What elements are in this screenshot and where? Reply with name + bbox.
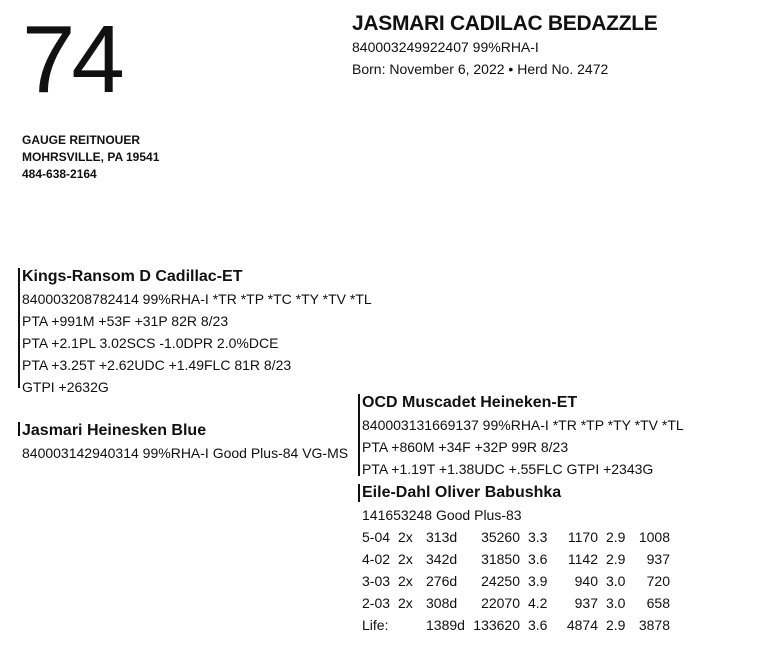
consignor-location: MOHRSVILLE, PA 19541 [22, 150, 160, 164]
consignor-block [22, 132, 159, 183]
dam-block [22, 420, 348, 464]
dam-sire-name: OCD Muscadet Heineken-ET [362, 394, 578, 411]
record-milk: 133620 [473, 617, 520, 633]
record-fat-pct: 3.9 [528, 573, 548, 589]
sire-line: PTA +2.1PL 3.02SCS -1.0DPR 2.0%DCE [22, 335, 279, 351]
dam-sire-block [362, 392, 684, 480]
record-row-lifetime [362, 614, 670, 636]
record-milkings: 2x [398, 573, 413, 589]
record-fat: 1170 [567, 529, 598, 545]
dam-sire-line: PTA +860M +34F +32P 99R 8/23 [362, 439, 569, 455]
sire-line: 840003208782414 99%RHA-I *TR *TP *TC *TY *TV *TL [22, 291, 372, 307]
dam-name: Jasmari Heinesken Blue [22, 422, 207, 439]
sire-line: PTA +3.25T +2.62UDC +1.49FLC 81R 8/23 [22, 357, 292, 373]
sire-block [22, 266, 372, 398]
record-protein-pct: 2.9 [606, 551, 626, 567]
record-protein-pct: 3.0 [606, 595, 626, 611]
dam-bracket [18, 422, 20, 436]
record-fat-pct: 3.6 [528, 551, 548, 567]
record-row [362, 592, 670, 614]
record-age: Life: [362, 617, 389, 633]
record-milk: 22070 [481, 595, 520, 611]
grand-dam-block [362, 482, 670, 636]
record-milk: 35260 [481, 529, 520, 545]
grand-dam-line: 141653248 Good Plus-83 [362, 507, 522, 523]
dam-sire-bracket [358, 394, 360, 476]
record-row [362, 526, 670, 548]
record-days: 342d [426, 551, 458, 567]
record-milkings [398, 614, 426, 636]
record-row [362, 548, 670, 570]
grand-dam-bracket [358, 484, 360, 502]
production-records [362, 526, 670, 636]
record-age: 5-04 [362, 529, 391, 545]
record-fat: 940 [574, 573, 598, 589]
record-milk: 24250 [481, 573, 520, 589]
record-milk: 31850 [481, 551, 520, 567]
record-milkings: 2x [398, 595, 413, 611]
lot-number: 74 [22, 6, 121, 113]
record-protein-pct: 2.9 [606, 617, 626, 633]
animal-born: Born: November 6, 2022 • Herd No. 2472 [352, 61, 609, 77]
record-protein: 937 [646, 551, 670, 567]
consignor-phone: 484-638-2164 [22, 167, 97, 181]
record-fat: 4874 [566, 617, 598, 633]
grand-dam-name: Eile-Dahl Oliver Babushka [362, 484, 562, 501]
dam-sire-line: 840003131669137 99%RHA-I *TR *TP *TY *TV *TL [362, 417, 684, 433]
dam-sire-line: PTA +1.19T +1.38UDC +.55FLC GTPI +2343G [362, 461, 654, 477]
record-protein: 1008 [638, 529, 670, 545]
record-days: 313d [426, 529, 458, 545]
record-days: 308d [426, 595, 458, 611]
record-milkings: 2x [398, 529, 413, 545]
record-fat: 1142 [567, 551, 598, 567]
record-milkings: 2x [398, 551, 413, 567]
record-protein: 658 [646, 595, 670, 611]
record-age: 4-02 [362, 551, 391, 567]
sire-line: PTA +991M +53F +31P 82R 8/23 [22, 313, 229, 329]
record-row [362, 570, 670, 592]
record-age: 3-03 [362, 573, 391, 589]
sire-name: Kings-Ransom D Cadillac-ET [22, 268, 243, 285]
record-protein-pct: 3.0 [606, 573, 626, 589]
animal-name: JASMARI CADILAC BEDAZZLE [352, 12, 658, 35]
record-age: 2-03 [362, 595, 391, 611]
record-days: 1389d [426, 617, 465, 633]
record-fat-pct: 3.3 [528, 529, 548, 545]
dam-line: 840003142940314 99%RHA-I Good Plus-84 VG-MS [22, 445, 349, 461]
sire-line: GTPI +2632G [22, 379, 109, 395]
sire-bracket [18, 268, 20, 388]
record-protein: 3878 [638, 617, 670, 633]
consignor-name: GAUGE REITNOUER [22, 133, 141, 147]
record-fat-pct: 4.2 [528, 595, 548, 611]
record-fat: 937 [574, 595, 598, 611]
record-protein-pct: 2.9 [606, 529, 626, 545]
animal-id: 840003249922407 99%RHA-I [352, 39, 539, 55]
record-days: 276d [426, 573, 458, 589]
record-fat-pct: 3.6 [528, 617, 548, 633]
record-protein: 720 [646, 573, 670, 589]
animal-header [352, 12, 657, 80]
